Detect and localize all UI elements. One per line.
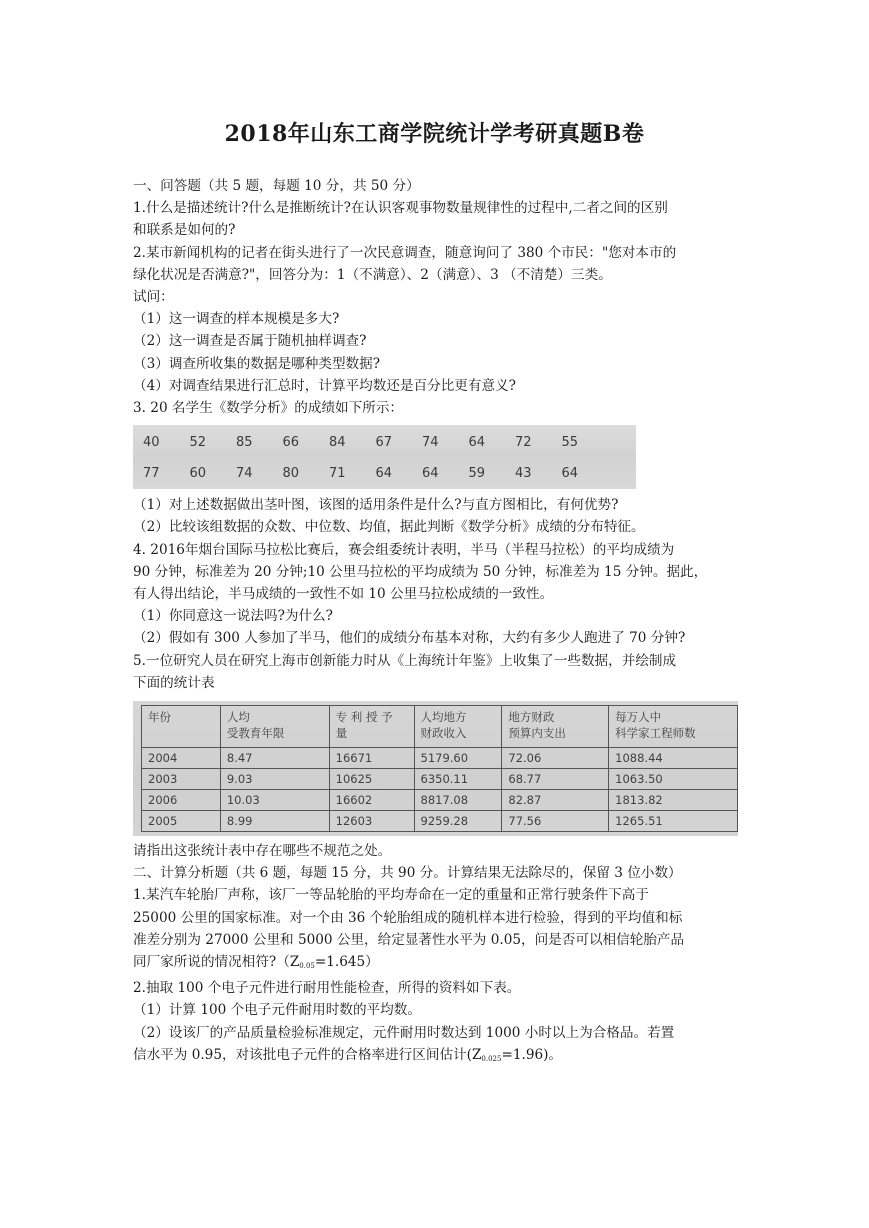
question-3-item-2: （2）比较该组数据的众数、中位数、均值，据此判断《数学分析》成绩的分布特征。 xyxy=(133,519,645,536)
question-4-item-2: （2）假如有 300 人参加了半马，他们的成绩分布基本对称，大约有多少人跑进了 70 分钟? xyxy=(133,630,686,647)
table-row xyxy=(142,790,738,811)
question-4-line-2: 90 分钟，标准差为 20 分钟;10 公里马拉松的平均成绩为 50 分钟，标准差为 15 分钟。据此， xyxy=(133,563,708,580)
question-1-line-1: 1.什么是描述统计?什么是推断统计?在认识客观事物数量规律性的过程中,二者之间的区别 xyxy=(133,200,668,217)
question-5-line-1: 5.一位研究人员在研究上海市创新能力时从《上海统计年鉴》上收集了一些数据，并绘制成 xyxy=(133,652,677,669)
question-2-item-3: （3）调查所收集的数据是哪种类型数据? xyxy=(133,355,381,372)
question-5-line-2: 下面的统计表 xyxy=(133,674,215,691)
table-header-row xyxy=(142,706,738,748)
table-cell: 10.03 xyxy=(220,790,329,811)
page-title: 2018年山东工商学院统计学考研真题B卷 xyxy=(224,121,645,147)
calc-question-2-line: 2.抽取 100 个电子元件进行耐用性能检查，所得的资料如下表。 xyxy=(133,980,521,997)
question-2-line-3: 试问： xyxy=(133,289,174,306)
calc-question-2-item-2: （2）设该厂的产品质量检验标准规定，元件耐用时数达到 1000 小时以上为合格品。若置 xyxy=(133,1024,675,1041)
score-cell: 67 xyxy=(375,435,393,451)
score-cell: 74 xyxy=(422,435,439,451)
score-cell: 74 xyxy=(236,466,253,482)
score-cell: 60 xyxy=(189,466,207,482)
table-cell: 68.77 xyxy=(502,769,609,790)
question-4-line-3: 有人得出结论，半马成绩的一致性不如 10 公里马拉松成绩的一致性。 xyxy=(133,586,554,603)
table-row xyxy=(142,811,738,832)
question-2-item-2: （2）这一调查是否属于随机抽样调查? xyxy=(133,333,367,350)
table-cell: 8817.08 xyxy=(414,790,502,811)
question-3-item-1: （1）对上述数据做出茎叶图，该图的适用条件是什么?与直方图相比，有何优势? xyxy=(133,497,619,514)
table-cell: 12603 xyxy=(329,811,414,832)
question-4-item-1: （1）你同意这一说法吗?为什么? xyxy=(133,608,333,625)
scores-row-2 xyxy=(143,466,608,482)
subscript: 0.025 xyxy=(481,1054,502,1063)
score-cell: 59 xyxy=(468,466,486,482)
score-cell: 55 xyxy=(561,435,579,451)
score-cell: 80 xyxy=(282,466,300,482)
section-heading-2: 二、计算分析题（共 6 题，每题 15 分，共 90 分。计算结果无法除尽的，保留 3 位小数） xyxy=(133,865,682,882)
scores-image xyxy=(133,425,636,489)
question-4-line-1: 4. 2016年烟台国际马拉松比赛后，赛会组委统计表明，半马（半程马拉松）的平均成绩为 xyxy=(133,541,675,558)
score-cell: 84 xyxy=(329,435,346,451)
calc-question-1-line-3: 准差分别为 27000 公里和 5000 公里，给定显著性水平为 0.05，问是否可以相信轮胎产品 xyxy=(133,931,685,948)
question-2-item-1: （1）这一调查的样本规模是多大? xyxy=(133,311,340,328)
table-cell: 6350.11 xyxy=(414,769,502,790)
score-cell: 64 xyxy=(375,466,393,482)
table-cell: 2003 xyxy=(142,769,221,790)
table-cell: 2004 xyxy=(142,748,221,769)
question-2-item-4: （4）对调查结果进行汇总时，计算平均数还是百分比更有意义? xyxy=(133,377,516,394)
table-cell: 1265.51 xyxy=(609,811,738,832)
table-header-cell: 人均地方 财政收入 xyxy=(414,706,502,748)
exam-content xyxy=(133,175,743,1070)
table-cell: 1088.44 xyxy=(609,748,738,769)
table-cell: 8.99 xyxy=(220,811,329,832)
subscript: 0.05 xyxy=(299,962,315,971)
question-5-after: 请指出这张统计表中存在哪些不规范之处。 xyxy=(133,843,392,860)
question-1-line-2: 和联系是如何的? xyxy=(133,222,236,239)
table-cell: 8.47 xyxy=(220,748,329,769)
calc-question-2-item-2-cont: 信水平为 0.95，对该批电子元件的合格率进行区间估计$(Z_{0.025}=1.96)$。 xyxy=(133,1046,563,1063)
score-cell: 52 xyxy=(189,435,207,451)
scores-row-1 xyxy=(143,435,608,451)
table-header-cell: 每万人中 科学家工程师数 xyxy=(609,706,738,748)
calc-question-1-line-1: 1.某汽车轮胎厂声称，该厂一等品轮胎的平均寿命在一定的重量和正常行驶条件下高于 xyxy=(133,887,649,904)
table-cell: 2006 xyxy=(142,790,221,811)
question-2-line-2: 绿化状况是否满意?"，回答分为：1（不满意）、2（满意）、3 （不清楚）三类。 xyxy=(133,266,612,283)
calc-question-1-line-2: 25000 公里的国家标准。对一个由 36 个轮胎组成的随机样本进行检验，得到的平均值和标 xyxy=(133,909,683,926)
score-cell: 40 xyxy=(143,435,160,451)
calc-question-2-item-1: （1）计算 100 个电子元件耐用时数的平均数。 xyxy=(133,1002,421,1019)
table-row xyxy=(142,748,738,769)
table-header-cell: 人均 受教育年限 xyxy=(220,706,329,748)
score-cell: 64 xyxy=(422,466,439,482)
score-cell: 71 xyxy=(329,466,346,482)
table-cell: 9259.28 xyxy=(414,811,502,832)
score-cell: 72 xyxy=(515,435,532,451)
score-cell: 64 xyxy=(468,435,486,451)
section-heading-1: 一、问答题（共 5 题，每题 10 分，共 50 分） xyxy=(133,178,420,194)
table-cell: 72.06 xyxy=(502,748,609,769)
table-row xyxy=(142,769,738,790)
question-2-line-1: 2.某市新闻机构的记者在街头进行了一次民意调查，随意询问了 380 个市民："您对本市的 xyxy=(133,244,677,261)
table-header-cell: 地方财政 预算内支出 xyxy=(502,706,609,748)
score-cell: 64 xyxy=(561,466,579,482)
question-3-line: 3. 20 名学生《数学分析》的成绩如下所示： xyxy=(133,400,404,417)
table-cell: 1063.50 xyxy=(609,769,738,790)
score-cell: 43 xyxy=(515,466,532,482)
calc-question-1-line-4: 同厂家所说的情况相符$?(Z_{0.05}=1.645)$ xyxy=(133,954,379,971)
score-cell: 66 xyxy=(282,435,300,451)
table-cell: 16671 xyxy=(329,748,414,769)
table-cell: 82.87 xyxy=(502,790,609,811)
table-header-cell: 专 利 授 予 量 xyxy=(329,706,414,748)
score-cell: 77 xyxy=(143,466,160,482)
table-cell: 1813.82 xyxy=(609,790,738,811)
table-cell: 16602 xyxy=(329,790,414,811)
table-cell: 77.56 xyxy=(502,811,609,832)
table-cell: 2005 xyxy=(142,811,221,832)
statistics-table-image xyxy=(133,701,738,836)
table-cell: 9.03 xyxy=(220,769,329,790)
table-cell: 5179.60 xyxy=(414,748,502,769)
statistics-table xyxy=(141,705,738,832)
score-cell: 85 xyxy=(236,435,253,451)
table-cell: 10625 xyxy=(329,769,414,790)
table-header-cell: 年份 xyxy=(142,706,221,748)
